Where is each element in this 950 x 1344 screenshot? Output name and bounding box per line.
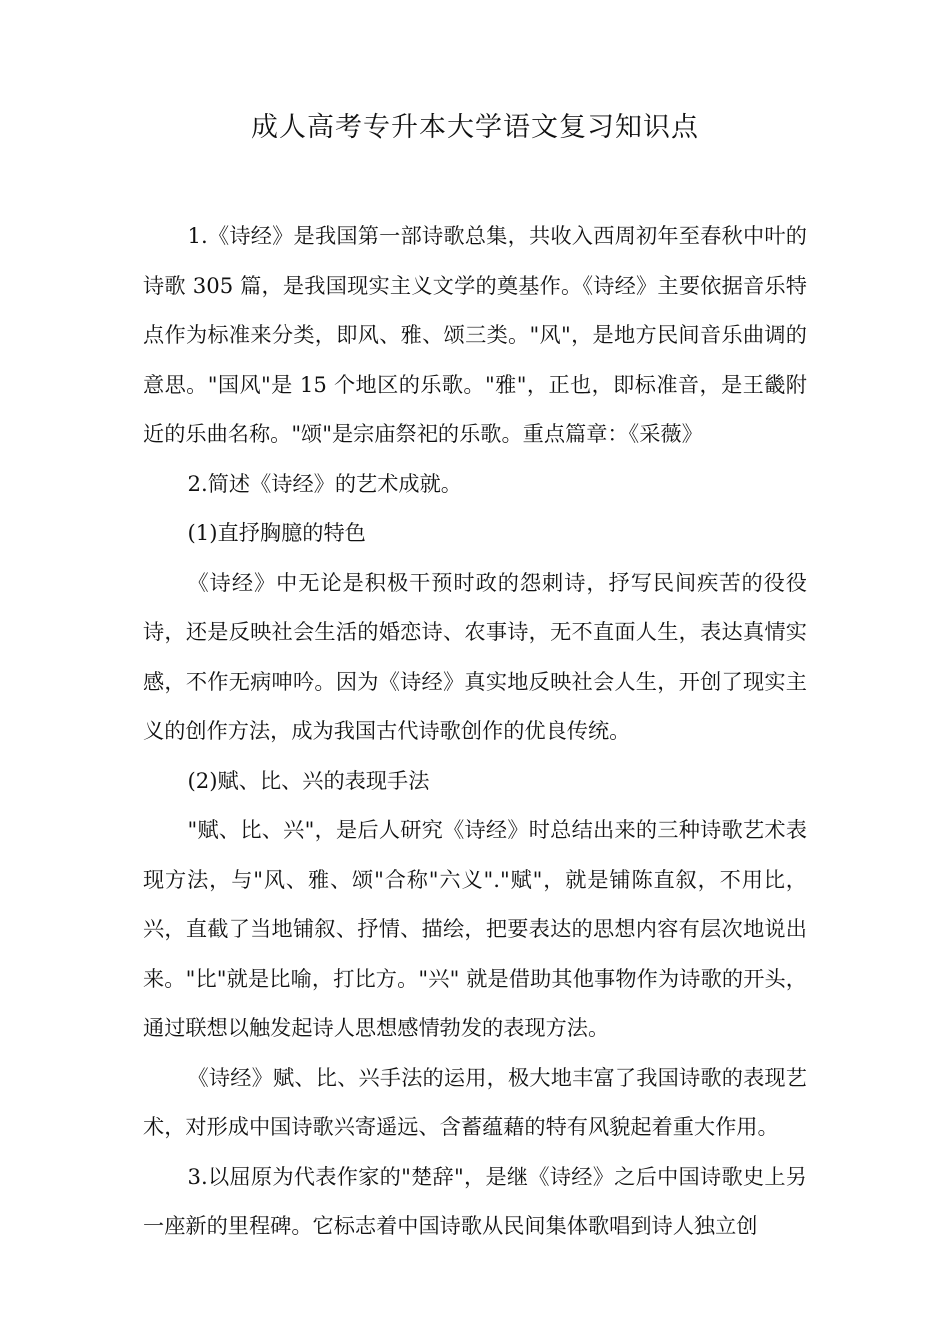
document-title: 成人高考专升本大学语文复习知识点 bbox=[251, 112, 699, 143]
paragraph-6-fu-bi-xing: "赋、比、兴"，是后人研究《诗经》时总结出来的三种诗歌艺术表现方法，与"风、雅、颂"合称"六义"."赋"，就是铺陈直叙，不用比，兴，直截了当地铺叙、抒情、描绘，把要表达的思想内容有层次地说出来。"比"就是比喻，打比方。"兴" 就是借助其他事物作为诗歌的开头，通过联想以触发起诗人思想感情勃发的表现方法。 bbox=[143, 817, 807, 1040]
paragraph-1-shijing-intro: 1.《诗经》是我国第一部诗歌总集，共收入西周初年至春秋中叶的诗歌 305 篇，是我国现实主义文学的奠基作。《诗经》主要依据音乐特点作为标准来分类，即风、雅、颂三类。"风"，是地方民间音乐曲调的意思。"国风"是 15 个地区的乐歌。"雅"，正也，即标准音，是王畿附近的乐曲名称。"颂"是宗庙祭祀的乐歌。重点篇章：《采薇》 bbox=[143, 223, 807, 446]
paragraph-2-question-heading: 2.简述《诗经》的艺术成就。 bbox=[187, 470, 462, 496]
paragraph-8-chuci: 3.以屈原为代表作家的"楚辞"，是继《诗经》之后中国诗歌史上另一座新的里程碑。它标志着中国诗歌从民间集体歌唱到诗人独立创 bbox=[143, 1163, 807, 1238]
paragraph-7-fu-bi-xing-effect: 《诗经》赋、比、兴手法的运用，极大地丰富了我国诗歌的表现艺术，对形成中国诗歌兴寄遥远、含蓄蕴藉的特有风貌起着重大作用。 bbox=[143, 1064, 807, 1139]
paragraph-3-subheading-1: (1)直抒胸臆的特色 bbox=[187, 520, 366, 545]
paragraph-5-subheading-2: (2)赋、比、兴的表现手法 bbox=[187, 767, 430, 793]
document-body bbox=[143, 211, 807, 1251]
paragraph-4-direct-expression: 《诗经》中无论是积极干预时政的怨刺诗，抒写民间疾苦的役役诗，还是反映社会生活的婚恋诗、农事诗，无不直面人生，表达真情实感，不作无病呻吟。因为《诗经》真实地反映社会人生，开创了现实主义的创作方法，成为我国古代诗歌创作的优良传统。 bbox=[143, 569, 807, 743]
